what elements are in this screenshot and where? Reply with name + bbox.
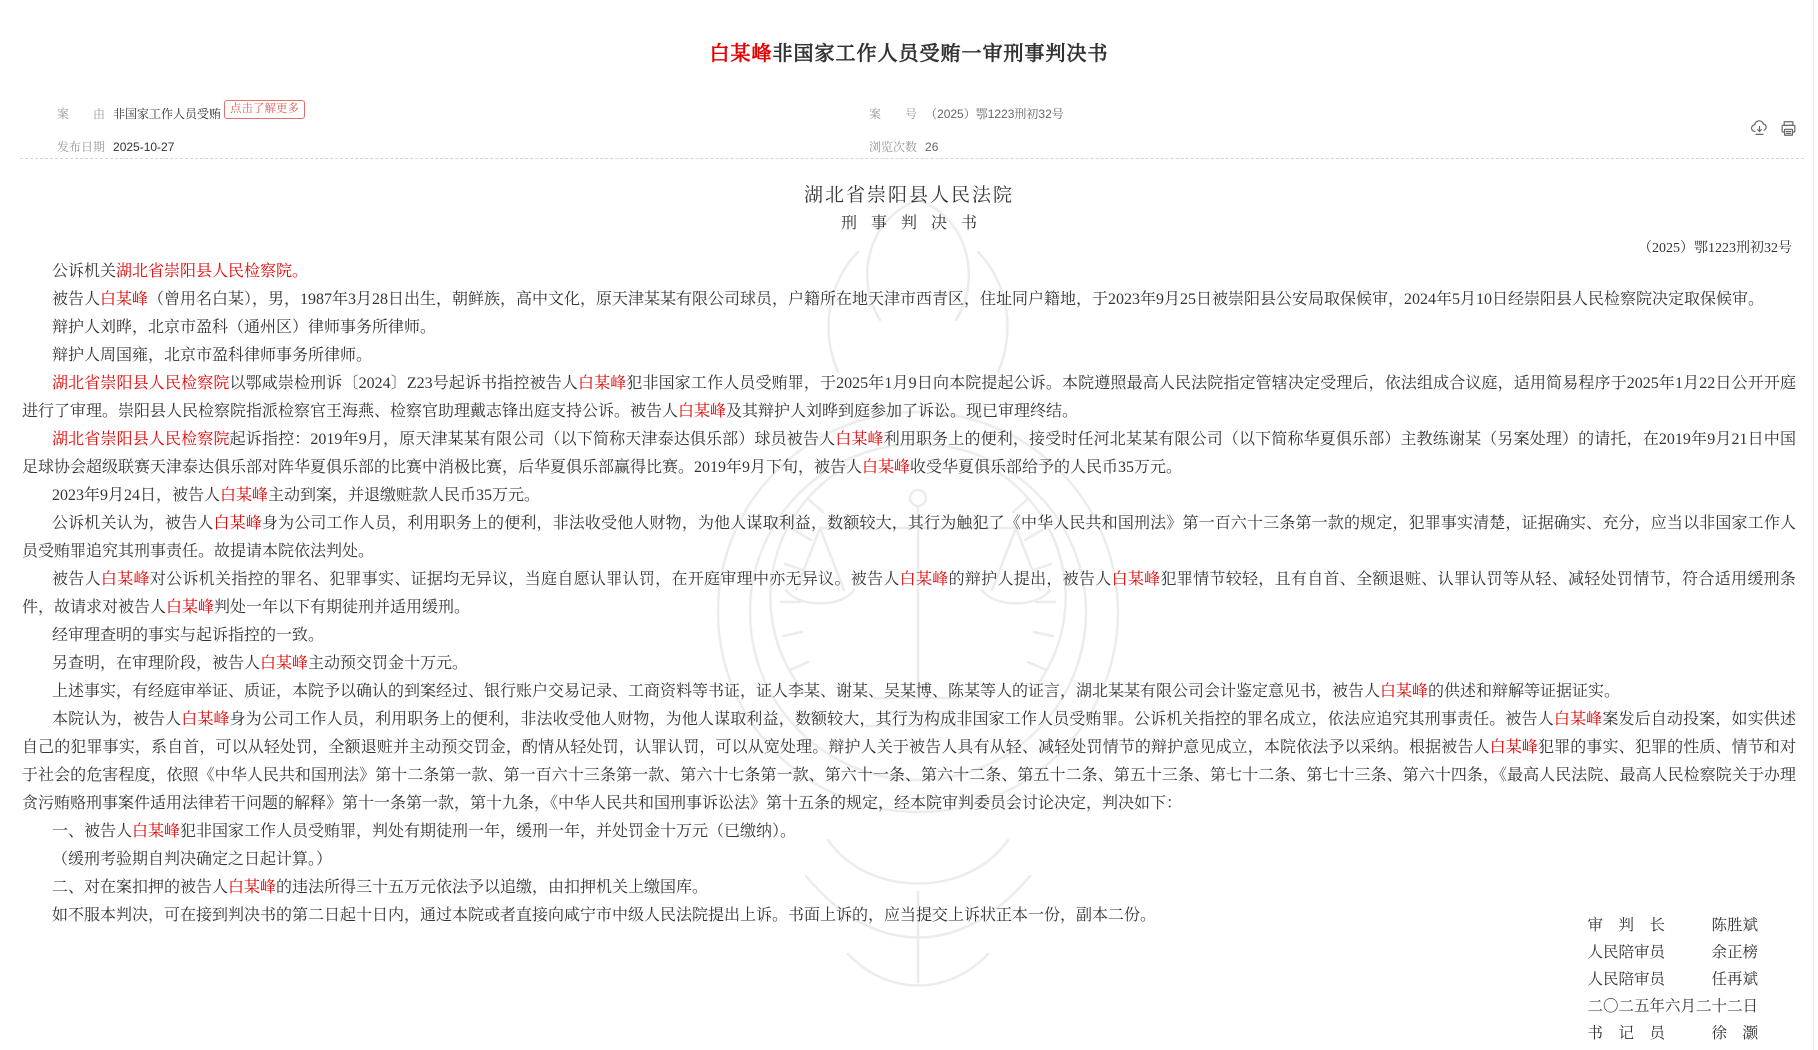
paragraph-text: 另查明，在审理阶段，被告人	[52, 655, 261, 672]
paragraph-text: 一、被告人	[52, 823, 133, 840]
paragraph	[22, 314, 1796, 342]
paragraph	[22, 482, 1796, 510]
highlighted-keyword: 白某峰	[100, 291, 149, 308]
paragraph-text: 经审理查明的事实与起诉指控的一致。	[52, 627, 325, 644]
paragraph-text: 本院认为，被告人	[52, 711, 182, 728]
paragraph-text: 辩护人周国雍，北京市盈科律师事务所律师。	[52, 347, 373, 364]
paragraph-text: 犯罪的事实、犯罪的性质、情节和对于社会的危害程度，依照《中华人民共和国刑法》第十二条第一款、第一百六十三条第一款、第六十七条第一款、第六十一条、第六十二条、第五十二条、第五十三条、第七十二条、第七十三条、第六十四条，《最高人民法院、最高人民检察院关于办理贪污贿赂刑事案件适用法律若干问题的解释》第十一条第一款，第十九条，《中华人民共和国刑事诉讼法》第十五条的规定，经本院审判委员会讨论决定，判决如下：	[22, 739, 1796, 812]
case-reason-value: 非国家工作人员受贿	[113, 107, 222, 121]
highlighted-keyword: 湖北省崇阳县人民检察院	[52, 431, 230, 448]
highlighted-keyword: 白某峰	[678, 403, 727, 420]
meta-case-number	[869, 106, 1064, 122]
toolbar-icons	[1750, 119, 1798, 138]
paragraph	[22, 902, 1796, 930]
highlighted-keyword: 白某峰	[1489, 739, 1539, 756]
page-title	[0, 37, 1818, 66]
paragraph-text: 的辩护人提出，被告人	[948, 571, 1112, 588]
paragraph-text: 如不服本判决，可在接到判决书的第二日起十日内，通过本院或者直接向咸宁市中级人民法院提出上诉。书面上诉的，应当提交上诉状正本一份，副本二份。	[52, 907, 1157, 924]
signature-line: 人民陪审员 余正榜	[1587, 944, 1758, 961]
signature-line: 审 判 长 陈胜斌	[1587, 917, 1758, 934]
title-rest: 非国家工作人员受贿一审刑事判决书	[772, 43, 1109, 66]
paragraph-text: 二、对在案扣押的被告人	[52, 879, 229, 896]
highlighted-keyword: 白某峰	[577, 375, 627, 392]
highlighted-keyword: 白某峰	[100, 571, 150, 588]
paragraph-text: 收受华夏俱乐部给予的人民币35万元。	[910, 459, 1183, 476]
paragraph-text: （曾用名白某），男，1987年3月28日出生，朝鲜族，高中文化，原天津某某有限公司球员，户籍所在地天津市西青区，住址同户籍地，于2023年9月25日被崇阳县公安局取保候审，2024年5月10日经崇阳县人民检察院决定取保候审。	[148, 291, 1765, 308]
paragraph-text: 被告人	[52, 291, 101, 308]
document-type: 刑事判决书	[840, 215, 991, 232]
highlighted-keyword: 白某峰	[213, 515, 262, 532]
case-number-line: （2025）鄂1223刑初32号	[1638, 241, 1792, 256]
paragraph	[22, 622, 1796, 650]
printer-icon[interactable]	[1779, 119, 1798, 138]
paragraph-text: 的供述和辩解等证据证实。	[1428, 683, 1621, 700]
paragraph-text: 公诉机关认为，被告人	[52, 515, 214, 532]
paragraph-text: 利用职务上的便利，接受时任河北某某有限公司（以下简称华夏俱乐部）主教练谢某（另案处理）的请托，在2019年9月21日中国足球协会超级联赛天津泰达俱乐部对阵华夏俱乐部的比赛中消极比赛，后华夏俱乐部赢得比赛。2019年9月下旬，被告人	[22, 431, 1796, 476]
paragraph	[22, 846, 1796, 874]
highlighted-keyword: 白某峰	[1111, 571, 1161, 588]
view-count-value: 26	[925, 140, 939, 154]
paragraph-text: 以鄂咸崇检刑诉〔2024〕Z23号起诉书指控被告人	[229, 375, 578, 392]
view-count-label: 浏览次数	[869, 140, 918, 154]
paragraph	[22, 818, 1796, 846]
highlighted-keyword: 白某峰	[260, 655, 309, 672]
paragraph	[22, 286, 1796, 314]
paragraph-text: 公诉机关	[52, 263, 117, 280]
paragraph-text: 主动预交罚金十万元。	[308, 655, 469, 672]
paragraph-text: 判处一年以下有期徒刑并适用缓刑。	[214, 599, 471, 616]
paragraph-text: 身为公司工作人员，利用职务上的便利，非法收受他人财物，为他人谋取利益，数额较大，其行为构成非国家工作人员受贿罪。公诉机关指控的罪名成立，依法应追究其刑事责任。被告人	[229, 711, 1554, 728]
highlighted-keyword: 白某峰	[1553, 711, 1603, 728]
paragraph	[22, 342, 1796, 370]
document-body	[22, 258, 1796, 930]
highlighted-keyword: 白某峰	[1380, 683, 1429, 700]
publish-date-value: 2025-10-27	[113, 140, 175, 154]
paragraph-text: 主动到案，并退缴赃款人民币35万元。	[268, 487, 541, 504]
paragraph	[22, 566, 1796, 622]
paragraph-text: 辩护人刘晔，北京市盈科（通州区）律师事务所律师。	[52, 319, 437, 336]
paragraph-text: （缓刑考验期自判决确定之日起计算。）	[52, 851, 333, 868]
learn-more-button[interactable]: 点击了解更多	[224, 100, 305, 119]
title-defendant-name: 白某峰	[709, 43, 773, 66]
paragraph	[22, 510, 1796, 566]
highlighted-keyword: 白某峰	[166, 599, 215, 616]
paragraph	[22, 426, 1796, 482]
paragraph-text: 的违法所得三十五万元依法予以追缴，由扣押机关上缴国库。	[276, 879, 709, 896]
paragraph-text: 2023年9月24日，被告人	[52, 487, 221, 504]
highlighted-keyword: 白某峰	[132, 823, 181, 840]
case-number-value: （2025）鄂1223刑初32号	[925, 107, 1064, 121]
scrollbar-track[interactable]	[1813, 0, 1814, 1050]
paragraph-text: 犯罪情节较轻，且有自首、全额退赃、认罪认罚等从轻、减轻处罚情节，符合适用缓刑条件，故请求对被告人	[22, 571, 1796, 616]
court-name: 湖北省崇阳县人民法院	[803, 185, 1014, 206]
paragraph	[22, 258, 1796, 286]
highlighted-keyword: 湖北省崇阳县人民检察院。	[116, 263, 309, 280]
paragraph	[22, 370, 1796, 426]
paragraph-text: 犯非国家工作人员受贿罪，判处有期徒刑一年，缓刑一年，并处罚金十万元（已缴纳）。	[180, 823, 797, 840]
case-number-label: 案 号	[869, 107, 918, 121]
meta-publish-date	[57, 139, 174, 155]
dashed-divider	[20, 158, 1804, 159]
signature-line: 书 记 员 徐 灏	[1587, 1025, 1758, 1042]
paragraph-text: 起诉指控：2019年9月，原天津某某有限公司（以下简称天津泰达俱乐部）球员被告人	[229, 431, 836, 448]
paragraph-text: 对公诉机关指控的罪名、犯罪事实、证据均无异议，当庭自愿认罪认罚，在开庭审理中亦无异议。被告人	[149, 571, 900, 588]
signature-line: 人民陪审员 任再斌	[1587, 971, 1758, 988]
cloud-download-icon[interactable]	[1750, 119, 1769, 138]
publish-date-label: 发布日期	[57, 140, 106, 154]
highlighted-keyword: 白某峰	[835, 431, 884, 448]
signature-block	[1587, 912, 1758, 1047]
highlighted-keyword: 白某峰	[220, 487, 269, 504]
paragraph-text: 案发后自动投案，如实供述自己的犯罪事实，系自首，可以从轻处罚，全额退赃并主动预交罚金，酌情从轻处罚，认罪认罚，可以从宽处理。辩护人关于被告人具有从轻、减轻处罚情节的辩护意见成立，本院依法予以采纳。根据被告人	[22, 711, 1796, 756]
highlighted-keyword: 白某峰	[899, 571, 949, 588]
meta-case-reason	[57, 103, 305, 125]
meta-view-count	[869, 139, 938, 155]
highlighted-keyword: 湖北省崇阳县人民检察院	[52, 375, 230, 392]
paragraph-text: 及其辩护人刘晔到庭参加了诉讼。现已审理终结。	[726, 403, 1079, 420]
highlighted-keyword: 白某峰	[228, 879, 277, 896]
paragraph-text: 身为公司工作人员，利用职务上的便利，非法收受他人财物，为他人谋取利益，数额较大，其行为触犯了《中华人民共和国刑法》第一百六十三条第一款的规定，犯罪事实清楚，证据确实、充分，应当以非国家工作人员受贿罪追究其刑事责任。故提请本院依法判处。	[22, 515, 1796, 560]
paragraph-text: 上述事实，有经庭审举证、质证，本院予以确认的到案经过、银行账户交易记录、工商资料等书证，证人李某、谢某、吴某博、陈某等人的证言，湖北某某有限公司会计鉴定意见书，被告人	[52, 683, 1381, 700]
paragraph-text: 被告人	[52, 571, 101, 588]
paragraph	[22, 706, 1796, 818]
paragraph	[22, 650, 1796, 678]
paragraph	[22, 678, 1796, 706]
case-reason-label: 案 由	[57, 107, 106, 121]
signature-line: 二〇二五年六月二十二日	[1587, 998, 1758, 1015]
paragraph	[22, 874, 1796, 902]
highlighted-keyword: 白某峰	[181, 711, 230, 728]
paragraph-text: 犯非国家工作人员受贿罪，于2025年1月9日向本院提起公诉。本院遵照最高人民法院指定管辖决定受理后，依法组成合议庭，适用简易程序于2025年1月22日公开开庭进行了审理。崇阳县人民检察院指派检察官王海燕、检察官助理戴志锋出庭支持公诉。被告人	[22, 375, 1796, 420]
highlighted-keyword: 白某峰	[862, 459, 911, 476]
